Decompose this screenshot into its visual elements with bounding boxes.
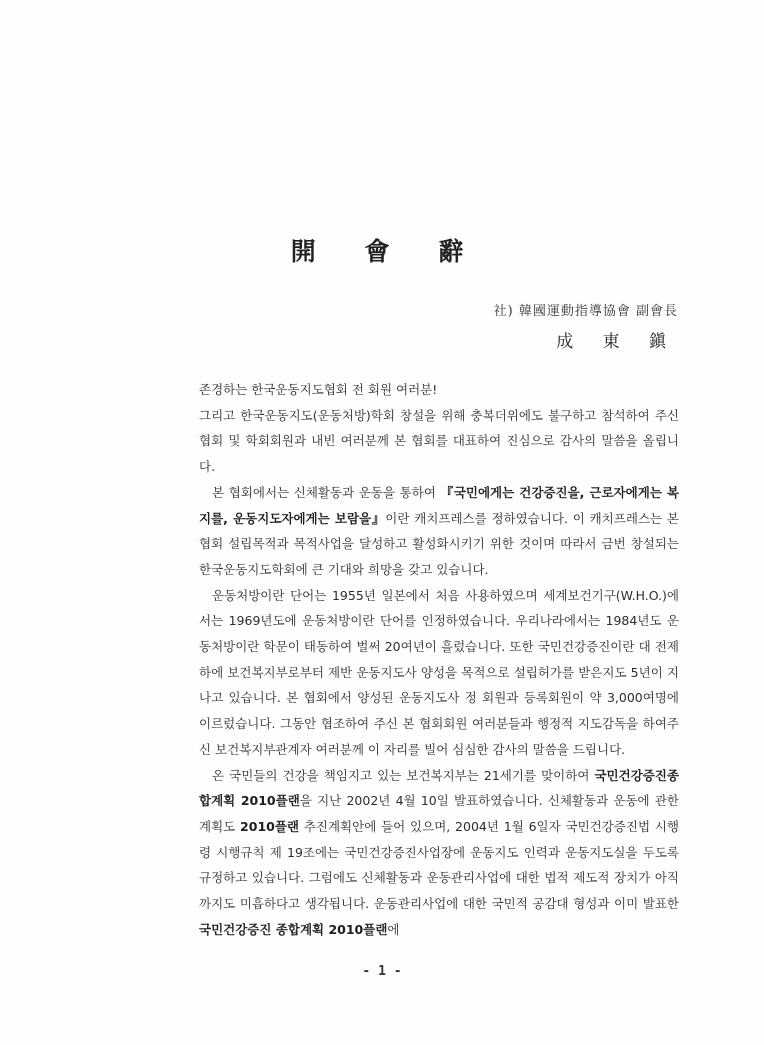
paragraph-4-text-e: 추진계획안에 들어 있으며, 2004년 1월 6일자 국민건강증진법 시행령 시행규칙 제 19조에는 국민건강증진사업장에 운동지도 인력과 운동지도실을 두도록 규정하고 있습니다. 그럼에도 신체활동과 운동관리사업에 대한 법적 제도적 장치가 아직까지도 미흡하다고 생각됩니다. 운동관리사업에 대한 국민적 공감대 형성과 이미 발표한 (199, 818, 680, 912)
paragraph-2-text-c: 이란 캐치프레스를 정하였습니다. 이 캐치프레스는 본 협회 설립목적과 목적사업을 달성하고 활성화시키기 위한 것이며 따라서 금번 창설되는 한국운동지도학회에 큰 기대와 희망을 갖고 있습니다. (199, 510, 679, 577)
plan-short-bold: 2010플랜 (240, 818, 299, 834)
paragraph-1: 그리고 한국운동지도(운동처방)학회 창설을 위해 충복더위에도 불구하고 참석하여 주신 협회 및 학회회원과 내빈 여러분께 본 협회를 대표하여 진심으로 감사의 말씀을 올립니다. (199, 407, 679, 475)
author-name: 成 東 鎭 (556, 332, 678, 352)
paragraph-2 (199, 480, 679, 583)
page-number: - 1 - (362, 964, 402, 979)
slogan-text: 『국민에게는 건강증진을, 근로자에게는 복지를, 운동지도자에게는 보람을』 (199, 484, 679, 526)
document-body (199, 377, 679, 942)
author-affiliation: 社) 韓國運動指導協會 副會長 (493, 304, 678, 319)
greeting-line: 존경하는 한국운동지도협회 전 회원 여러분! (199, 382, 438, 397)
paragraph-4 (199, 763, 679, 943)
plan-full-bold: 국민건강증진 종합계획 2010플랜 (199, 921, 388, 937)
document-title: 開 會 辭 (290, 237, 484, 266)
paragraph-4-text-a: 온 국민들의 건강을 책임지고 있는 보건복지부는 21세기를 맞이하여 (212, 767, 595, 783)
paragraph-4-text-c: 을 지난 2002년 4월 10일 발표하였습니다. 신체활동과 운동에 관한 계획도 (199, 793, 679, 834)
paragraph-4-text-g: 에 (387, 921, 400, 937)
paragraph-3: 운동처방이란 단어는 1955년 일본에서 처음 사용하였으며 세계보건기구(W.H.O.)에서는 1969년도에 운동처방이란 단어를 인정하였습니다. 우리나라에서는 1984년도 운동처방이란 학문이 태동하여 벌써 20여년이 흘렀습니다. 또한 국민건강증진이란 대 전제하에 보건복지부로부터 제반 운동지도사 양성을 목적으로 설립허가를 받은지도 5년이 지나고 있습니다. 본 협회에서 양성된 운동지도사 정 회원과 등록회원이 약 3,000여명에 이르렀습니다. 그동안 협조하여 주신 본 협회회원 여러분들과 행정적 지도감독을 하여주신 보건복지부관계자 여러분께 이 자리를 빌어 심심한 감사의 말씀을 드립니다. (199, 587, 679, 757)
plan-name-bold: 국민건강증진종합계획 2010플랜 (199, 767, 679, 809)
paragraph-2-text-a: 본 협회에서는 신체활동과 운동을 통하여 (212, 484, 441, 500)
